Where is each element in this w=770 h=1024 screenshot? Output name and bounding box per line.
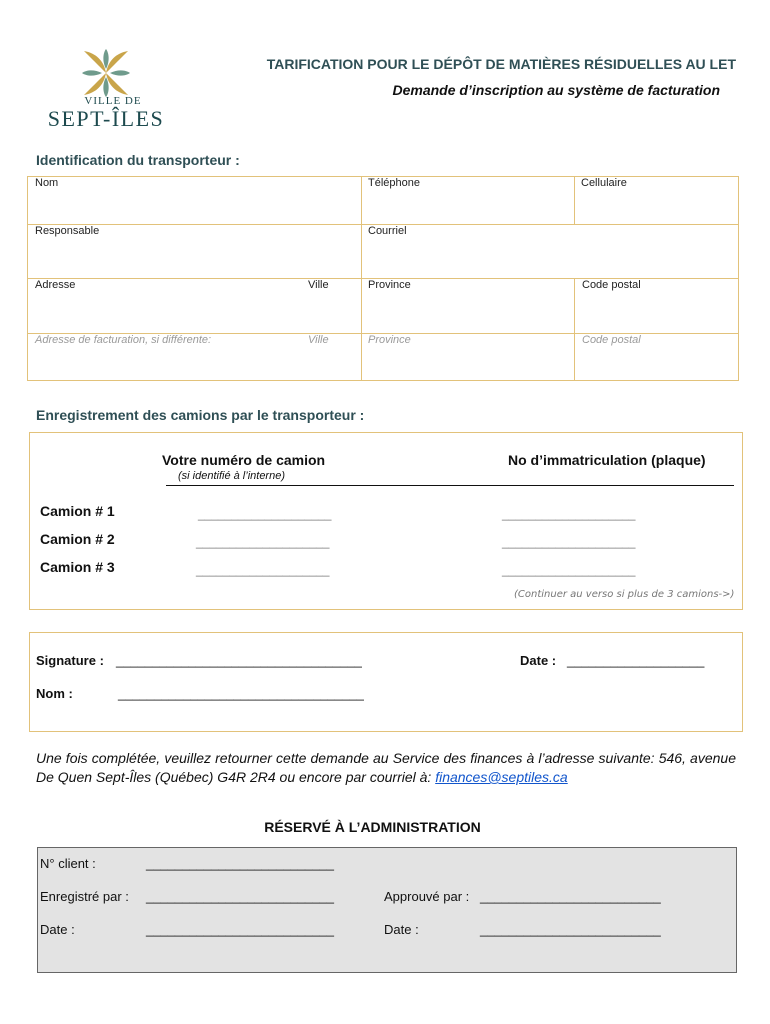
registered-by-label: Enregistré par : <box>40 889 129 904</box>
approved-by-field[interactable]: _________________________ <box>480 889 661 904</box>
transporter-table <box>27 176 739 381</box>
plate-header: No d’immatriculation (plaque) <box>508 452 706 468</box>
plate-field[interactable]: ____________________ <box>502 535 636 549</box>
plate-field[interactable]: ____________________ <box>502 507 636 521</box>
truck-row-label: Camion # 3 <box>40 559 115 575</box>
admin-box <box>37 847 737 973</box>
transporter-heading: Identification du transporteur : <box>36 152 240 168</box>
table-divider <box>361 177 362 380</box>
truck-number-field[interactable]: ____________________ <box>196 563 330 577</box>
admin-date-label: Date : <box>40 922 75 937</box>
field-cellulaire[interactable]: Cellulaire <box>581 177 627 189</box>
signature-box <box>29 632 743 732</box>
name-label: Nom : <box>36 686 73 701</box>
logo-text-main: SEPT-ÎLES <box>47 106 165 131</box>
field-adresse-facturation[interactable]: Adresse de facturation, si différente: <box>35 334 212 346</box>
plate-field[interactable]: ____________________ <box>502 563 636 577</box>
signature-label: Signature : <box>36 653 104 668</box>
truck-number-note: (si identifié à l’interne) <box>178 470 285 482</box>
date-field[interactable]: ___________________ <box>567 653 705 668</box>
approval-date-field[interactable]: _________________________ <box>480 922 661 937</box>
table-divider <box>574 278 575 380</box>
truck-number-header: Votre numéro de camion <box>162 452 326 468</box>
field-ville-facturation[interactable]: Ville <box>308 334 329 346</box>
field-province-facturation[interactable]: Province <box>368 334 411 346</box>
signature-field[interactable]: __________________________________ <box>116 653 362 668</box>
return-instructions-text: Une fois complétée, veuillez retourner cette demande au Service des finances à l’adresse suivante: 546, avenue De Quen Sept-Îles (Québec) G4R 2R4 ou encore par courriel à: <box>36 750 736 785</box>
truck-row-label: Camion # 2 <box>40 531 115 547</box>
name-field[interactable]: __________________________________ <box>118 686 364 701</box>
return-instructions <box>36 749 736 787</box>
document-subtitle: Demande d’inscription au système de facturation <box>392 82 720 98</box>
field-nom[interactable]: Nom <box>35 177 59 189</box>
finance-email-link[interactable]: finances@septiles.ca <box>435 769 568 785</box>
registered-by-field[interactable]: __________________________ <box>146 889 334 904</box>
table-divider <box>574 177 575 224</box>
truck-number-field[interactable]: ____________________ <box>198 507 332 521</box>
document-title: TARIFICATION POUR LE DÉPÔT DE MATIÈRES RÉSIDUELLES AU LET <box>266 56 736 72</box>
trucks-box <box>29 432 743 610</box>
field-ville[interactable]: Ville <box>308 279 329 291</box>
truck-number-field[interactable]: ____________________ <box>196 535 330 549</box>
client-number-field[interactable]: __________________________ <box>146 856 334 871</box>
field-adresse[interactable]: Adresse <box>35 279 76 291</box>
field-code-postal-facturation[interactable]: Code postal <box>582 334 641 346</box>
approval-date-label: Date : <box>384 922 419 937</box>
header-rule <box>166 485 734 486</box>
approved-by-label: Approuvé par : <box>384 889 470 904</box>
truck-row-label: Camion # 1 <box>40 503 115 519</box>
field-courriel[interactable]: Courriel <box>368 225 407 237</box>
trucks-heading: Enregistrement des camions par le transporteur : <box>36 407 365 423</box>
field-province[interactable]: Province <box>368 279 411 291</box>
field-responsable[interactable]: Responsable <box>35 225 100 237</box>
date-label: Date : <box>520 653 557 668</box>
client-number-label: N° client : <box>40 856 96 871</box>
admin-title: RÉSERVÉ À L’ADMINISTRATION <box>264 819 481 835</box>
field-telephone[interactable]: Téléphone <box>368 177 420 189</box>
field-code-postal[interactable]: Code postal <box>582 279 641 291</box>
continue-note: (Continuer au verso si plus de 3 camions->) <box>514 589 735 600</box>
logo-text-top: VILLE DE <box>84 95 142 107</box>
admin-date-field[interactable]: __________________________ <box>146 922 334 937</box>
